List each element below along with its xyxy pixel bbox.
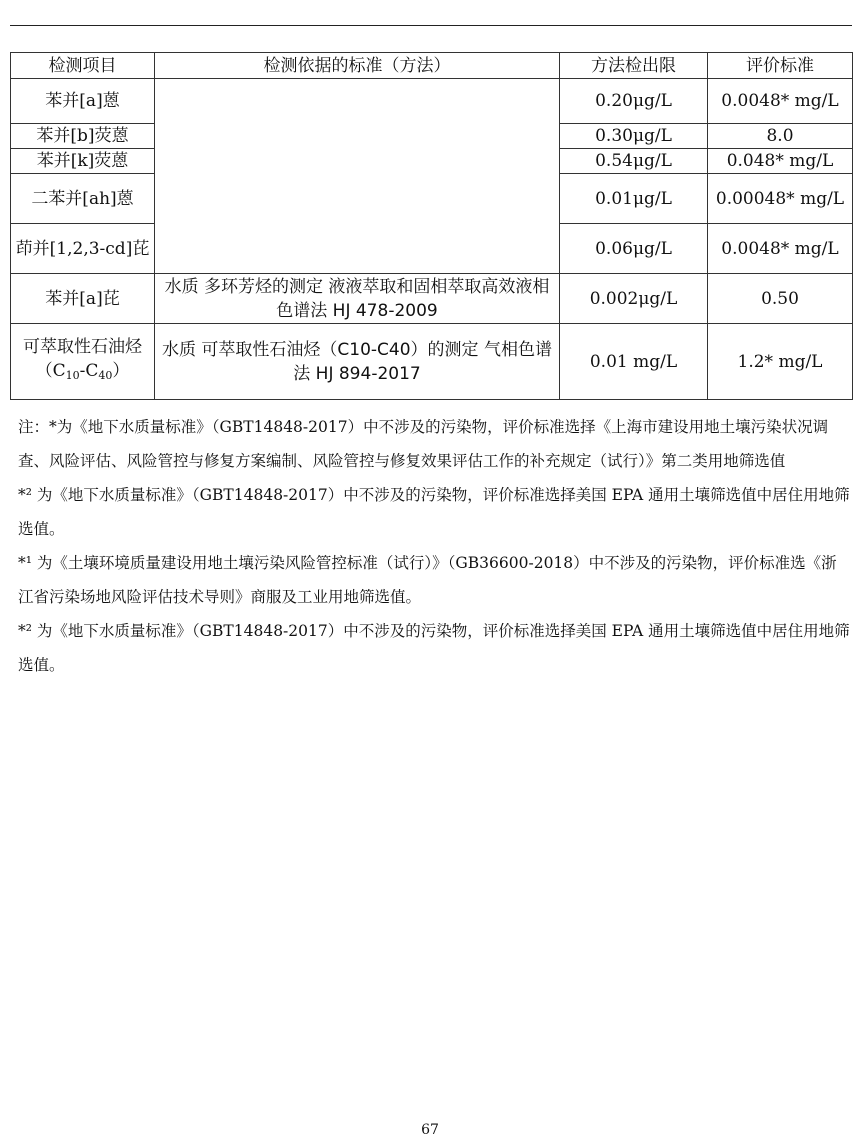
header-rule [10, 25, 852, 26]
note-paragraph: 注：*为《地下水质量标准》（GBT14848-2017）中不涉及的污染物，评价标准选择《上海市建设用地土壤污染状况调查、风险评估、风险管控与修复方案编制、风险管控与修复效果评估工作的补充规定（试行）》第二类用地筛选值 [18, 418, 829, 470]
item-cell: 苯并[b]荧蒽 [11, 124, 155, 149]
item-cell: 苯并[k]荧蒽 [11, 149, 155, 174]
detection-standards-table [10, 52, 853, 400]
note-paragraph: *² 为《地下水质量标准》（GBT14848-2017）中不涉及的污染物，评价标准选择美国 EPA 通用土壤筛选值中居住用地筛选值。 [18, 622, 850, 674]
standard-cell: 0.048* mg/L [708, 149, 853, 174]
standard-cell: 0.00048* mg/L [708, 174, 853, 224]
header-limit: 方法检出限 [560, 53, 708, 79]
limit-cell: 0.01μg/L [560, 174, 708, 224]
item-carbon-range: $(C_{10}-C_{40})$ [35, 361, 130, 382]
notes-section [18, 410, 852, 682]
item-cell [11, 324, 155, 400]
item-name: 可萃取性石油烃 [23, 337, 142, 357]
limit-cell: 0.54μg/L [560, 149, 708, 174]
method-cell-empty [155, 79, 560, 274]
standard-cell: 1.2* mg/L [708, 324, 853, 400]
limit-cell: 0.30μg/L [560, 124, 708, 149]
item-cell: 苯并[a]芘 [11, 274, 155, 324]
standard-cell: 0.0048* mg/L [708, 224, 853, 274]
note-paragraph: *¹ 为《土壤环境质量建设用地土壤污染风险管控标准（试行）》（GB36600-2018）中不涉及的污染物，评价标准选《浙江省污染场地风险评估技术导则》商服及工业用地筛选值。 [18, 554, 837, 606]
method-cell: 水质 多环芳烃的测定 液液萃取和固相萃取高效液相色谱法 HJ 478-2009 [155, 274, 560, 324]
standard-cell: 8.0 [708, 124, 853, 149]
limit-cell: 0.01 mg/L [560, 324, 708, 400]
page-number: 67 [421, 1122, 439, 1138]
table-row [11, 274, 853, 324]
item-cell: 二苯并[ah]蒽 [11, 174, 155, 224]
limit-cell: 0.002μg/L [560, 274, 708, 324]
note-paragraph: *² 为《地下水质量标准》（GBT14848-2017）中不涉及的污染物，评价标准选择美国 EPA 通用土壤筛选值中居住用地筛选值。 [18, 486, 850, 538]
table-header-row [11, 53, 853, 79]
limit-cell: 0.06μg/L [560, 224, 708, 274]
header-method: 检测依据的标准（方法） [155, 53, 560, 79]
header-standard: 评价标准 [708, 53, 853, 79]
standard-cell: 0.0048* mg/L [708, 79, 853, 124]
item-cell: 茚并[1,2,3-cd]芘 [11, 224, 155, 274]
limit-cell: 0.20μg/L [560, 79, 708, 124]
item-cell: 苯并[a]蒽 [11, 79, 155, 124]
standard-cell: 0.50 [708, 274, 853, 324]
table-row [11, 324, 853, 400]
method-cell: 水质 可萃取性石油烃（C10-C40）的测定 气相色谱法 HJ 894-2017 [155, 324, 560, 400]
table-row [11, 79, 853, 124]
header-item: 检测项目 [11, 53, 155, 79]
